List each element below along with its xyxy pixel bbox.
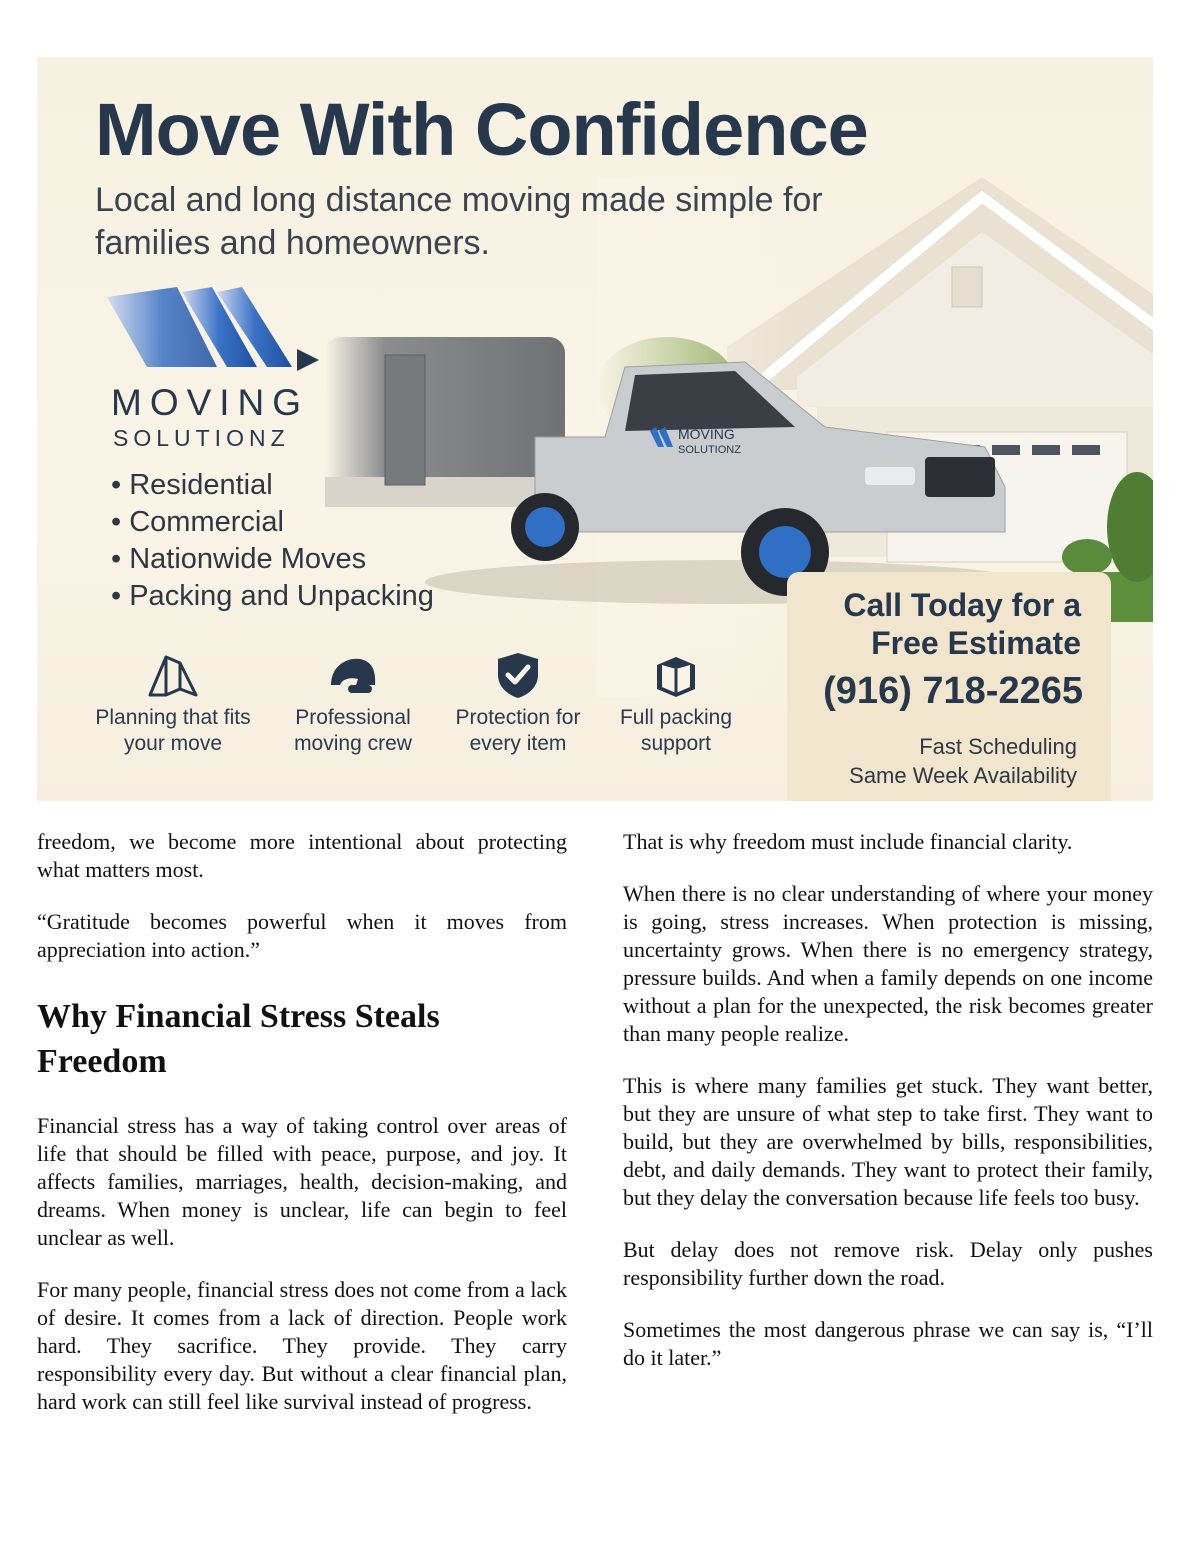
cta-note xyxy=(787,732,1077,790)
cta-note-availability: Same Week Availability xyxy=(849,763,1077,788)
quote-paragraph: “Gratitude becomes powerful when it moves from appreciation into action.” xyxy=(37,909,567,962)
feature-protection xyxy=(438,647,598,757)
paragraph: That is why freedom must include financial clarity. xyxy=(623,829,1073,854)
service-item: • Nationwide Moves xyxy=(111,541,434,578)
ad-headline: Move With Confidence xyxy=(95,88,868,171)
paragraph: But delay does not remove risk. Delay only pushes responsibility further down the road. xyxy=(623,1237,1153,1290)
feature-planning xyxy=(93,647,253,757)
cta-title: Call Today for a Free Estimate xyxy=(843,587,1081,661)
call-to-action-box xyxy=(787,572,1111,801)
feature-label: Planning that fits your move xyxy=(95,706,251,755)
moving-ad-banner xyxy=(37,57,1153,801)
svg-text:MOVING: MOVING xyxy=(678,426,735,442)
cta-note-scheduling: Fast Scheduling xyxy=(919,734,1077,759)
section-heading: Why Financial Stress Steals Freedom xyxy=(37,998,440,1080)
paragraph: freedom, we become more intentional about protecting what matters most. xyxy=(37,829,567,882)
service-item: • Residential xyxy=(111,467,434,504)
paragraph: Sometimes the most dangerous phrase we can say is, “I’ll do it later.” xyxy=(623,1317,1153,1370)
brand-subname: SOLUTIONZ xyxy=(113,425,290,451)
moving-solutionz-logo-icon xyxy=(107,287,322,379)
svg-text:SOLUTIONZ: SOLUTIONZ xyxy=(678,444,741,456)
cta-phone-number[interactable]: (916) 718-2265 xyxy=(823,670,1083,712)
ad-subheadline: Local and long distance moving made simple for families and homeowners. xyxy=(95,181,823,262)
article-column-right xyxy=(623,828,1153,1396)
shield-check-icon xyxy=(496,651,540,699)
service-item: • Commercial xyxy=(111,504,434,541)
feature-label: Protection for every item xyxy=(455,706,581,755)
paragraph: When there is no clear understanding of where your money is going, stress increases. When protection is missing, uncertainty grows. When there is no emergency strategy, pressure builds. And when a family depends on one income without a plan for the unexpected, the risk becomes greater than many people realize. xyxy=(623,881,1153,1046)
map-icon xyxy=(146,653,200,699)
paragraph: Financial stress has a way of taking control over areas of life that should be filled with peace, purpose, and joy. It affects families, marriages, health, decision-making, and dreams. When money is unclear, life can begin to feel unclear as well. xyxy=(37,1113,567,1250)
article-column-left xyxy=(37,828,567,1440)
box-icon xyxy=(655,655,697,699)
brand-name: MOVING xyxy=(111,382,310,423)
paragraph: This is where many families get stuck. They want better, but they are unsure of what step to take first. They want to build, but they are overwhelmed by bills, responsibilities, debt, and daily demands. They want to protect their family, but they delay the conversation because life feels too busy. xyxy=(623,1073,1153,1210)
paragraph: For many people, financial stress does not come from a lack of desire. It comes from a lack of direction. People work hard. They sacrifice. They provide. They carry responsibility every day. But without a clear financial plan, hard work can still feel like survival instead of progress. xyxy=(37,1277,567,1414)
feature-crew xyxy=(273,647,433,757)
feature-label: Full packing support xyxy=(619,706,733,755)
feature-label: Professional moving crew xyxy=(294,706,412,755)
feature-packing xyxy=(596,647,756,757)
service-item: • Packing and Unpacking xyxy=(111,578,434,615)
crew-helmet-icon xyxy=(328,655,378,699)
